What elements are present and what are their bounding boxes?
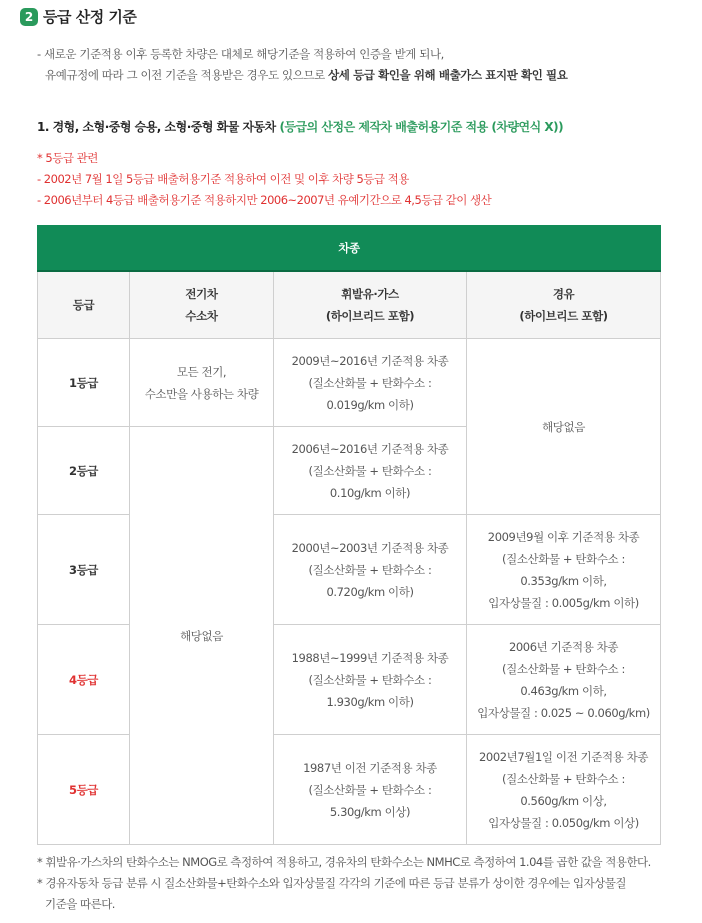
heading-green-note: (등급의 산정은 제작차 배출허용기준 적용 (차량연식 X)) <box>279 120 564 134</box>
gasoline-grade-2-cell: 2006년~2016년 기준적용 차종 (질소산화물 + 탄화수소 : 0.10g/km 이하) <box>274 427 467 515</box>
grade-3-cell: 3등급 <box>38 515 130 625</box>
diesel-grade-4-cell: 2006년 기준적용 차종 (질소산화물 + 탄화수소 : 0.463g/km 이하, 입자상물질 : 0.025 ~ 0.060g/km) <box>467 625 661 735</box>
footnote: * 휘발유·가스차의 탄화수소는 NMOG로 측정하여 적용하고, 경유차의 탄화수소는 NMHC로 측정하여 1.04를 곱한 값을 적용한다. <box>37 855 651 869</box>
gasoline-grade-4-cell: 1988년~1999년 기준적용 차종 (질소산화물 + 탄화수소 : 1.930g/km 이하) <box>274 625 467 735</box>
red-note: - 2006년부터 4등급 배출허용기준 적용하지만 2006~2007년 유예기간으로 4,5등급 같이 생산 <box>37 193 492 207</box>
grade-column-header: 등급 <box>38 271 130 339</box>
section-number-badge: 2 <box>20 8 38 26</box>
grade-4-cell: 4등급 <box>38 625 130 735</box>
footnotes <box>37 852 677 915</box>
red-note: - 2002년 7월 1일 5등급 배출허용기준 적용하여 이전 및 이후 차량 5등급 적용 <box>37 172 409 186</box>
grade-2-cell: 2등급 <box>38 427 130 515</box>
heading-plain: 1. 경형, 소형·중형 승용, 소형·중형 화물 자동차 <box>37 120 280 134</box>
electric-grade-2-5-cell: 해당없음 <box>130 427 274 845</box>
grade-criteria-table <box>37 225 661 845</box>
gasoline-grade-1-cell: 2009년~2016년 기준적용 차종 (질소산화물 + 탄화수소 : 0.019g/km 이하) <box>274 339 467 427</box>
vehicle-type-header: 차종 <box>38 226 661 272</box>
section-title-text: 등급 산정 기준 <box>43 8 137 26</box>
grade5-notes <box>37 148 491 211</box>
vehicle-category-heading <box>37 118 563 135</box>
diesel-grade-5-cell: 2002년7월1일 이전 기준적용 차종 (질소산화물 + 탄화수소 : 0.560g/km 이상, 입자상물질 : 0.050g/km 이상) <box>467 735 661 845</box>
intro-line-2-bold: 상세 등급 확인을 위해 배출가스 표지판 확인 필요 <box>328 68 568 82</box>
intro-line-2 <box>37 65 677 86</box>
intro-line-1: - 새로운 기준적용 이후 등록한 차량은 대체로 해당기준을 적용하여 인증을 받게 되나, <box>37 47 444 61</box>
intro-line-2-plain: 유예규정에 따라 그 이전 기준을 적용받은 경우도 있으므로 <box>45 68 329 82</box>
gasoline-column-header: 휘발유·가스 (하이브리드 포함) <box>274 271 467 339</box>
grade-5-cell: 5등급 <box>38 735 130 845</box>
footnote-continued: 기준을 따른다. <box>45 897 115 911</box>
electric-grade-1-cell: 모든 전기, 수소만을 사용하는 차량 <box>130 339 274 427</box>
grade-1-cell: 1등급 <box>38 339 130 427</box>
footnote: * 경유자동차 등급 분류 시 질소산화물+탄화수소와 입자상물질 각각의 기준에 따른 등급 분류가 상이한 경우에는 입자상물질 <box>37 876 627 890</box>
intro-text <box>37 44 677 86</box>
diesel-grade-3-cell: 2009년9월 이후 기준적용 차종 (질소산화물 + 탄화수소 : 0.353g/km 이하, 입자상물질 : 0.005g/km 이하) <box>467 515 661 625</box>
red-note: * 5등급 관련 <box>37 151 98 165</box>
diesel-grade-1-2-cell: 해당없음 <box>467 339 661 515</box>
gasoline-grade-3-cell: 2000년~2003년 기준적용 차종 (질소산화물 + 탄화수소 : 0.720g/km 이하) <box>274 515 467 625</box>
gasoline-grade-5-cell: 1987년 이전 기준적용 차종 (질소산화물 + 탄화수소 : 5.30g/km 이상) <box>274 735 467 845</box>
table-row <box>38 339 661 427</box>
diesel-column-header: 경유 (하이브리드 포함) <box>467 271 661 339</box>
section-title <box>20 6 136 27</box>
electric-column-header: 전기차 수소차 <box>130 271 274 339</box>
